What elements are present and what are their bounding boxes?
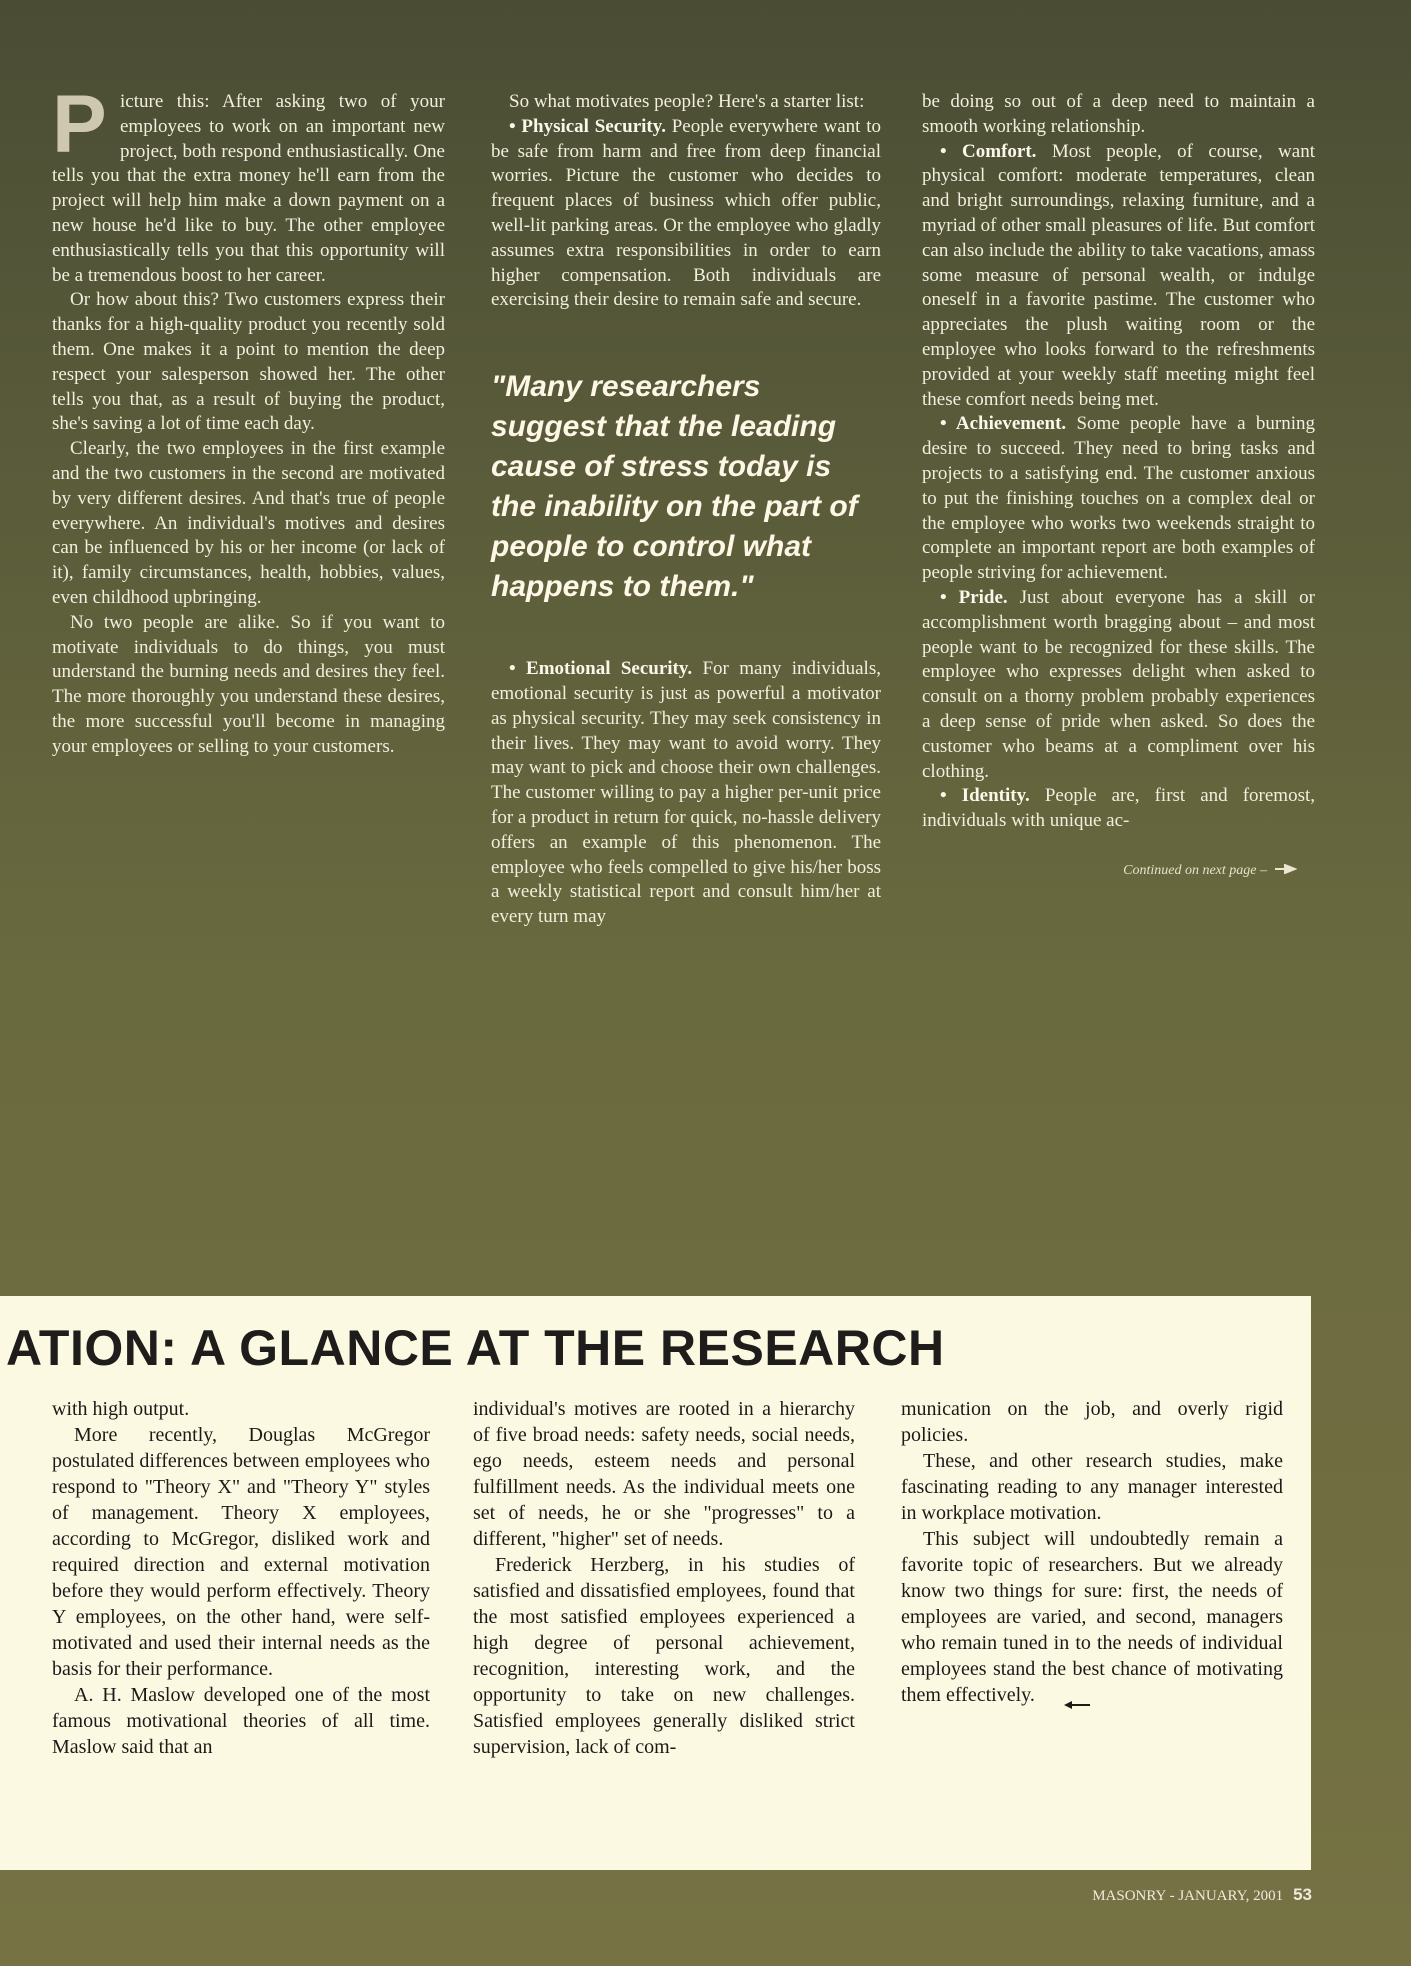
comfort-item: • Comfort. Most people, of course, want physical comfort: moderate temperatures, clean and bright surroundings, relaxing furniture, and a myriad of other small pleasures of life. But comfort can also include the ability to take vacations, amass some measure of personal wealth, or indulge oneself in a favorite pastime. The customer who appreciates the plush waiting room or the employee who looks forward to the refreshments provided at your weekly staff meeting might feel these comfort needs being met. [922, 140, 1315, 410]
sidebar-paragraph: individual's motives are rooted in a hierarchy of five broad needs: safety needs, social needs, ego needs, esteem needs and personal fulfillment needs. As the individual meets one set of needs, he or she "progresses" to a different, "higher" set of needs. [473, 1398, 855, 1550]
item-heading: • Identity. [940, 785, 1030, 807]
emotional-security-item: • Emotional Security. For many individuals, emotional security is just as powerful a motivator as physical security. They may seek consistency in their lives. They may want to avoid worry. They may want to pick and choose their own challenges. The customer willing to pay a higher per-unit price for a product in return for quick, no-hassle delivery offers an example of this phenomenon. The employee who feels compelled to give his/her boss a weekly statistical report and consult him/her at every turn may [491, 658, 881, 928]
arrow-right-icon [1275, 859, 1297, 884]
article-paragraph: Or how about this? Two customers express their thanks for a high-quality product you recently sold them. One makes it a point to mention the deep respect your salesperson showed her. The other tells you that, as a result of buying the product, she's saving a lot of time each day. [52, 289, 445, 435]
item-heading: • Comfort. [940, 140, 1037, 162]
item-heading: • Pride. [940, 586, 1008, 608]
sidebar-paragraph: Frederick Herzberg, in his studies of satisfied and dissatisfied employees, found that the most satisfied employees experienced a high degree of personal achievement, recognition, interesting work, and the opportunity to take on new challenges. Satisfied employees generally disliked strict supervision, lack of com- [473, 1554, 855, 1758]
sidebar-paragraph: More recently, Douglas McGregor postulated differences between employees who respond to "Theory X" and "Theory Y" styles of management. Theory X employees, according to McGregor, disliked work and required direction and external motivation before they would perform effectively. Theory Y employees, on the other hand, were self-motivated and used their internal needs as the basis for their performance. [52, 1424, 430, 1680]
article-column-3 [922, 90, 1316, 879]
sidebar-paragraph: A. H. Maslow developed one of the most famous motivational theories of all time. Maslow said that an [52, 1684, 430, 1758]
pride-item: • Pride. Just about everyone has a skill or accomplishment worth bragging about – and most people want to be recognized for these skills. The employee who expresses delight when asked to consult on a thorny problem probably experiences a deep sense of pride when asked. So does the customer who beams at a compliment over his clothing. [922, 586, 1315, 782]
article-column-1 [52, 79, 445, 760]
sidebar-paragraph: munication on the job, and overly rigid policies. [901, 1398, 1283, 1446]
item-heading: • Achievement. [940, 413, 1067, 435]
drop-cap: P [52, 79, 107, 170]
item-heading: • Physical Security. [509, 115, 666, 137]
item-heading: • Emotional Security. [509, 658, 693, 680]
publication-date: MASONRY - JANUARY, 2001 [1092, 1888, 1284, 1904]
continued-note: Continued on next page – [1123, 859, 1297, 884]
article-paragraph: No two people are alike. So if you want to motivate individuals to do things, you must understand the burning needs and desires they feel. The more thoroughly you understand these desires, the more successful you'll become in managing your employees or selling to your customers. [52, 611, 445, 757]
sidebar-column-3 [901, 1396, 1283, 1708]
identity-item: • Identity. People are, first and foremost, individuals with unique ac- [922, 785, 1316, 832]
sidebar-column-1 [52, 1396, 430, 1760]
sidebar-column-2 [473, 1396, 855, 1760]
article-paragraph: be doing so out of a deep need to maintain a smooth working relationship. [922, 91, 1315, 137]
sidebar-paragraph: with high output. [52, 1398, 190, 1420]
sidebar-paragraph: These, and other research studies, make fascinating reading to any manager interested in workplace motivation. [901, 1450, 1283, 1524]
page-footer [1030, 1885, 1312, 1905]
page-number: 53 [1293, 1885, 1312, 1904]
achievement-item: • Achievement. Some people have a burning desire to succeed. They need to bring tasks and projects to a satisfying end. The customer anxious to put the finishing touches on a complex deal or the employee who works two weekends straight to complete an important report are both examples of people striving for achievement. [922, 413, 1315, 584]
end-mark-icon [1040, 1691, 1070, 1701]
article-paragraph: So what motivates people? Here's a starter list: [509, 91, 865, 112]
article-paragraph: Picture this: After asking two of your employees to work on an important new project, both respond enthusiastically. One tells you that the extra money he'll earn from the project will help him make a down payment on a new house he'd like to buy. The other employee enthusiastically tells you that this opportunity will be a tremendous boost to her career. [52, 79, 445, 286]
article-paragraph: Clearly, the two employees in the first example and the two customers in the second are motivated by very different desires. And that's true of people everywhere. An individual's motives and desires can be influenced by his or her income (or lack of it), family circumstances, health, hobbies, values, even childhood upbringing. [52, 438, 445, 608]
sidebar-title: ATION: A GLANCE AT THE RESEARCH [6, 1320, 945, 1376]
article-column-2 [491, 90, 881, 930]
sidebar-paragraph: This subject will undoubtedly remain a favorite topic of researchers. But we already know two things for sure: first, the needs of employees are varied, and second, managers who remain tuned in to the needs of individual employees stand the best chance of motivating them effectively. [901, 1526, 1283, 1708]
physical-security-item: • Physical Security. People everywhere want to be safe from harm and free from deep financial worries. Picture the customer who decides to frequent places of business which offer public, well-lit parking areas. Or the employee who gladly assumes extra responsibilities in order to earn higher compensation. Both individuals are exercising their desire to remain safe and secure. [491, 115, 881, 311]
pull-quote: "Many researchers suggest that the leading cause of stress today is the inability on the part of people to control what happens to them." [491, 370, 858, 604]
research-sidebar [0, 1296, 1311, 1870]
